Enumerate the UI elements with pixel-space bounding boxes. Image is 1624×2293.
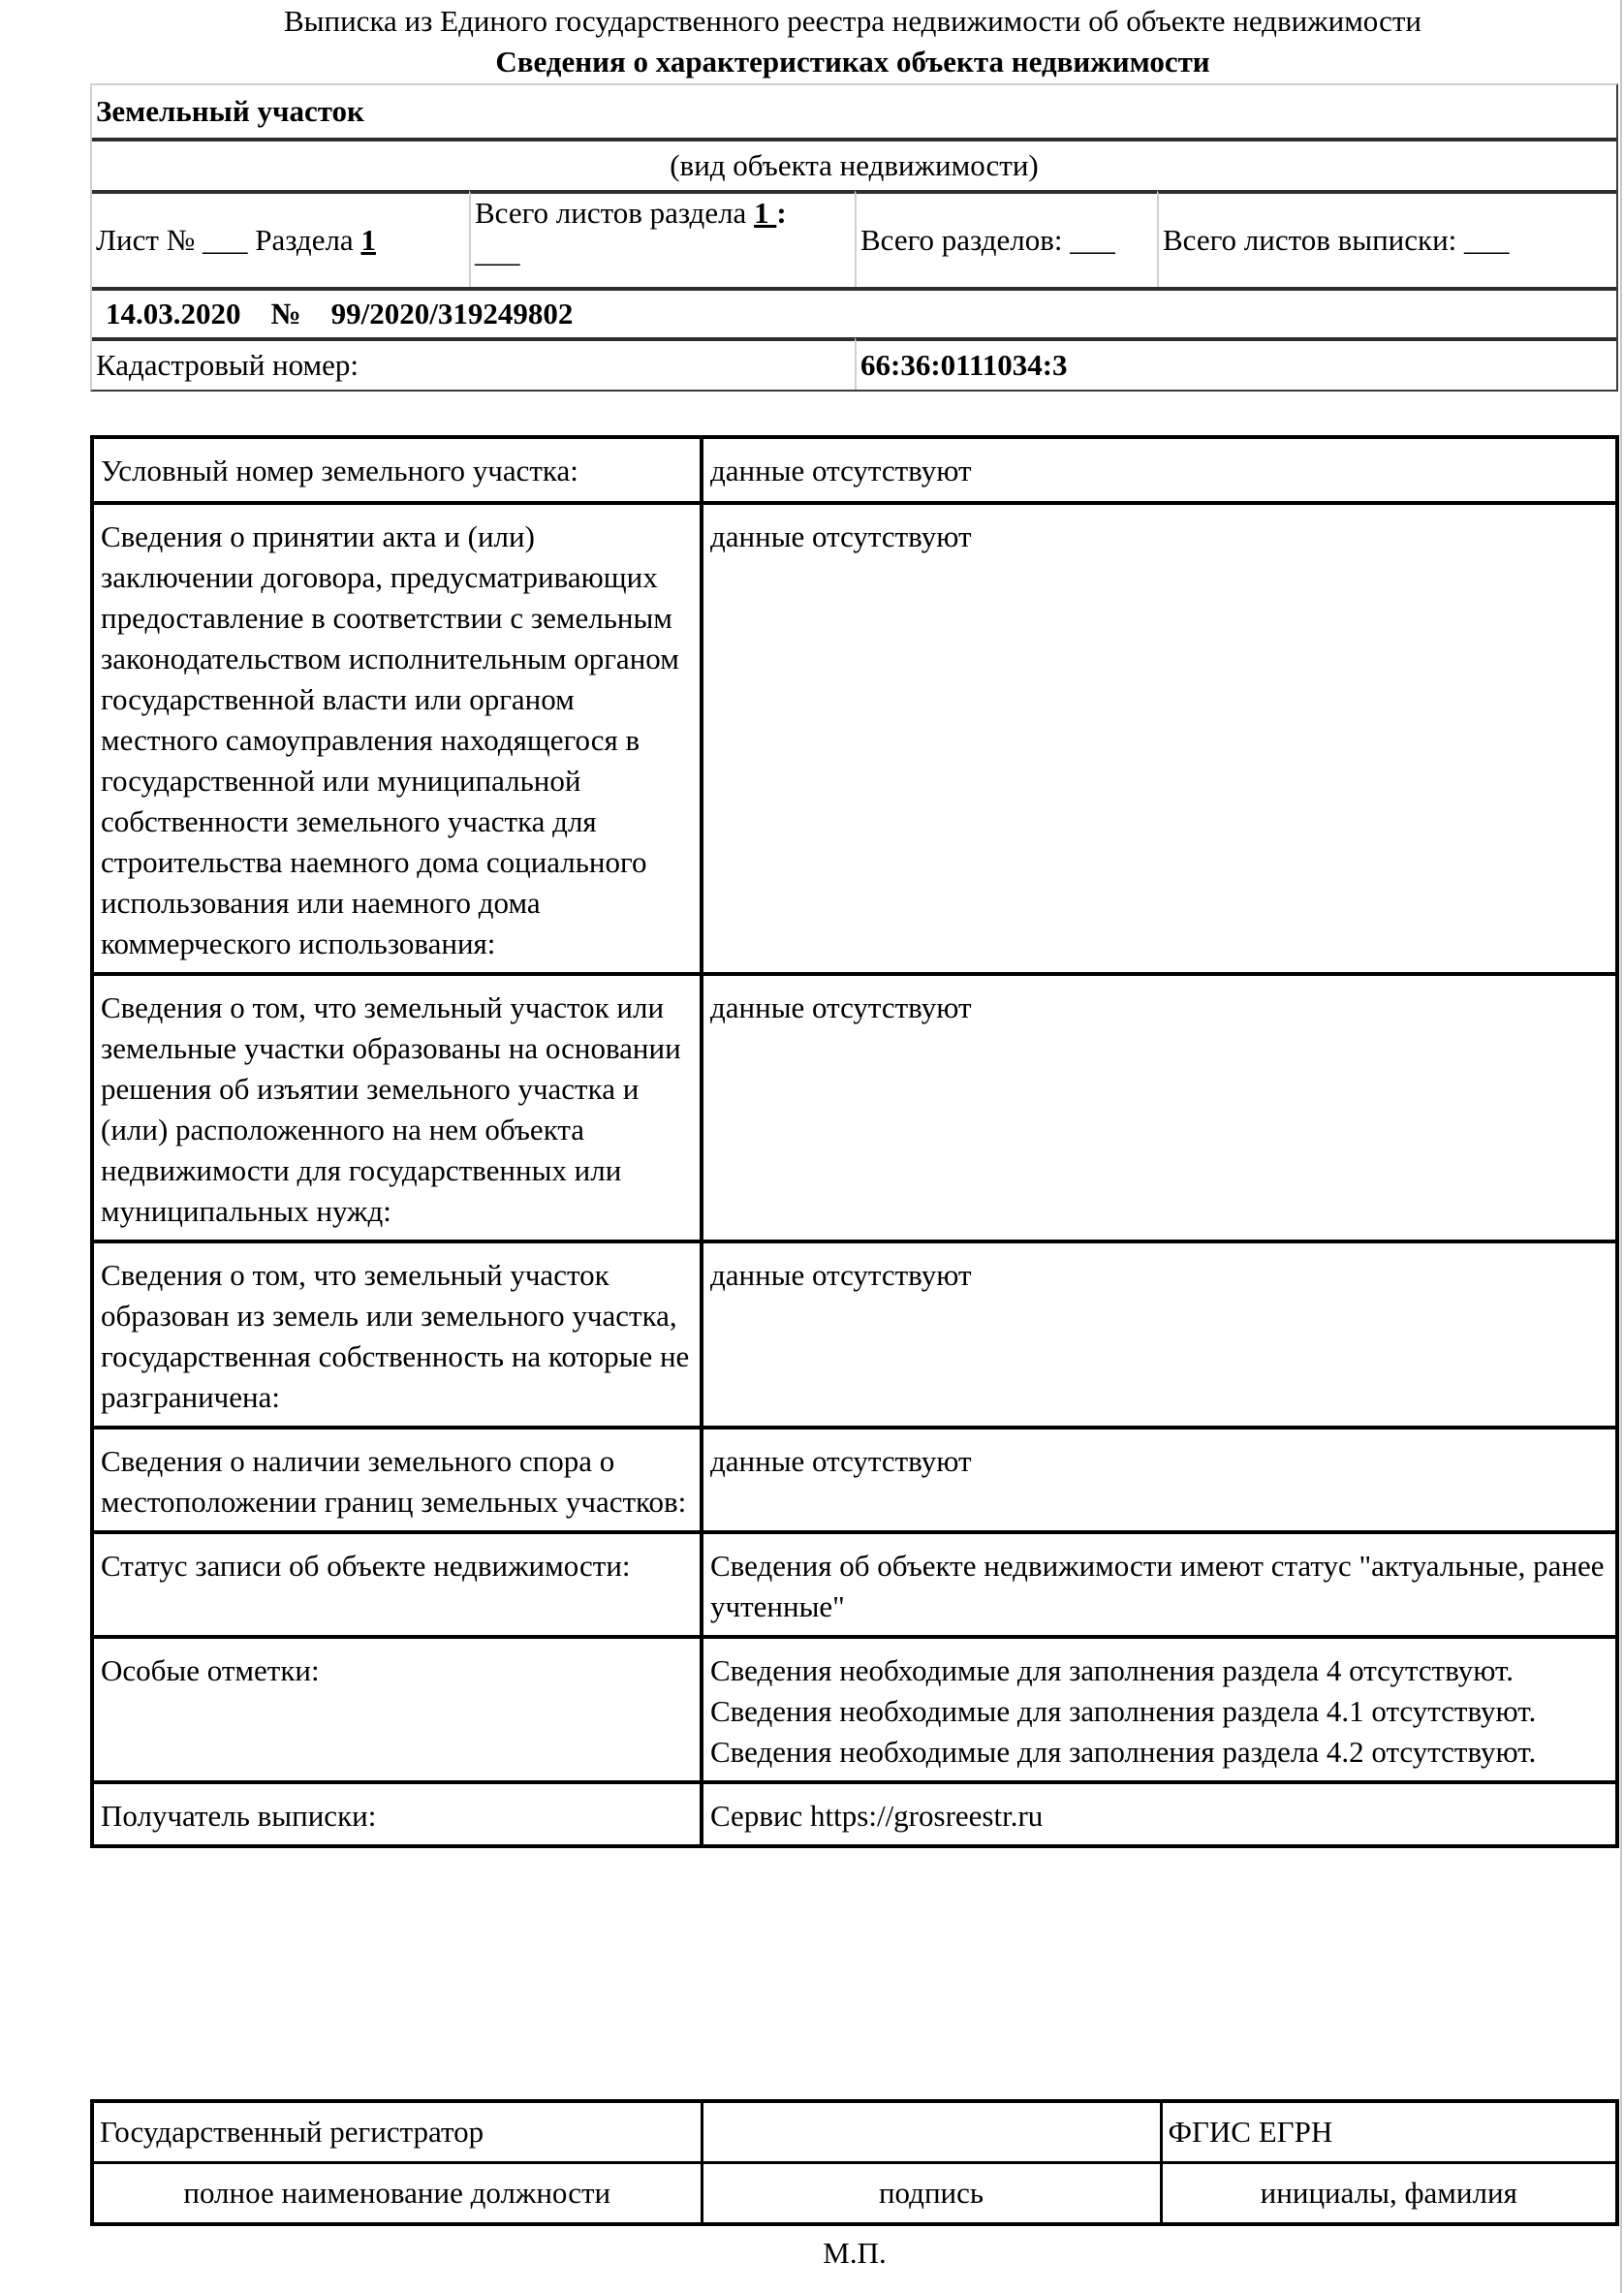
row-value status-value: Сведения об объекте недвижимости имеют статус "актуальные, ранее учтенные" [702, 1532, 1617, 1637]
total-sheets-extract-label: Всего листов выписки: [1163, 223, 1457, 257]
table-row [92, 503, 1617, 974]
row-label: Сведения о том, что земельный участок или земельные участки образованы на основании решения об изъятии земельного участка и (или) расположенного на нем объекта недвижимости для государственных или муниципальных нужд: [92, 974, 702, 1241]
total-sheets-section-cell [469, 190, 855, 287]
signature-field [702, 2101, 1161, 2163]
page-edge-scrollbar [1620, 0, 1622, 2293]
total-sheets-section-label: Всего листов раздела [475, 196, 747, 230]
row-value: данные отсутствуют [702, 1428, 1617, 1532]
row-value: Сведения необходимые для заполнения раздела 4 отсутствуют. Сведения необходимые для заполнения раздела 4.1 отсутствуют. Сведения необходимые для заполнения раздела 4.2 отсутствуют. [702, 1637, 1617, 1782]
header-row-sheets [92, 190, 1616, 287]
row-label: Сведения о том, что земельный участок образован из земель или земельного участка, государственная собственность на которые не разграничена: [92, 1241, 702, 1428]
total-sheets-section-blank: ___ [475, 235, 520, 268]
header-row-object-caption [92, 138, 1616, 190]
row-value: данные отсутствуют [702, 503, 1617, 974]
object-type: Земельный участок [96, 94, 364, 128]
row-value: данные отсутствуют [702, 1241, 1617, 1428]
row-value: данные отсутствуют [702, 437, 1617, 503]
header-row-object-type [92, 85, 1616, 138]
header-table [90, 83, 1618, 392]
total-sections-cell [855, 190, 1157, 287]
row-label: Статус записи об объекте недвижимости: [92, 1532, 702, 1637]
table-row [92, 974, 1617, 1241]
cadastral-label: Кадастровый номер: [92, 337, 855, 390]
signature-caption: подпись [702, 2163, 1161, 2225]
characteristics-table [90, 435, 1619, 1848]
object-type-caption: (вид объекта недвижимости) [92, 138, 1616, 190]
total-sections-label: Всего разделов: [860, 223, 1063, 257]
row-label: Получатель выписки: [92, 1782, 702, 1846]
position-caption: полное наименование должности [92, 2163, 702, 2225]
header-row-cadastral [92, 337, 1616, 390]
total-sheets-extract-blank: ___ [1464, 223, 1510, 257]
row-value: данные отсутствуют [702, 974, 1617, 1241]
table-row [92, 1532, 1617, 1637]
extract-date: 14.03.2020 [106, 297, 241, 330]
header-row-date-number [92, 287, 1616, 337]
signature-table [90, 2099, 1619, 2226]
signature-row [92, 2101, 1617, 2163]
stamp-place: М.П. [823, 2236, 887, 2270]
row-label: Сведения о наличии земельного спора о местоположении границ земельных участков: [92, 1428, 702, 1532]
signature-captions-row [92, 2163, 1617, 2225]
registrar-name: ФГИС ЕГРН [1161, 2101, 1617, 2163]
section-number: 1 [360, 223, 376, 257]
table-row [92, 437, 1617, 503]
section-label: Раздела [255, 223, 354, 257]
total-sections-blank: ___ [1070, 223, 1115, 257]
total-sheets-extract-cell [1157, 190, 1616, 287]
registrar-position: Государственный регистратор [92, 2101, 702, 2163]
number-sign: № [270, 297, 301, 330]
table-row [92, 1782, 1617, 1846]
document-subtitle: Сведения о характеристиках объекта недвижимости [495, 45, 1210, 79]
sheet-label: Лист № [96, 223, 196, 257]
name-caption: инициалы, фамилия [1161, 2163, 1617, 2225]
table-row [92, 1637, 1617, 1782]
date-number-cell [92, 287, 1616, 337]
cadastral-number: 66:36:0111034:3 [855, 337, 1616, 390]
total-sheets-section-number: 1 [754, 196, 777, 230]
sheet-section-cell [92, 190, 469, 287]
total-sheets-section-colon: : [776, 196, 787, 230]
extract-number: 99/2020/319249802 [330, 297, 574, 330]
row-label: Условный номер земельного участка: [92, 437, 702, 503]
sheet-blank: ___ [203, 223, 248, 257]
row-label: Сведения о принятии акта и (или) заключении договора, предусматривающих предоставление в соответствии с земельным законодательством исполнительным органом государственной власти или органом местного самоуправления находящегося в государственной или муниципальной собственности земельного участка для строительства наемного дома социального использования или наемного дома коммерческого использования: [92, 503, 702, 974]
document-title: Выписка из Единого государственного реестра недвижимости об объекте недвижимости [284, 4, 1421, 38]
table-row [92, 1428, 1617, 1532]
row-label: Особые отметки: [92, 1637, 702, 1782]
table-row [92, 1241, 1617, 1428]
row-value: Сервис https://grosreestr.ru [702, 1782, 1617, 1846]
